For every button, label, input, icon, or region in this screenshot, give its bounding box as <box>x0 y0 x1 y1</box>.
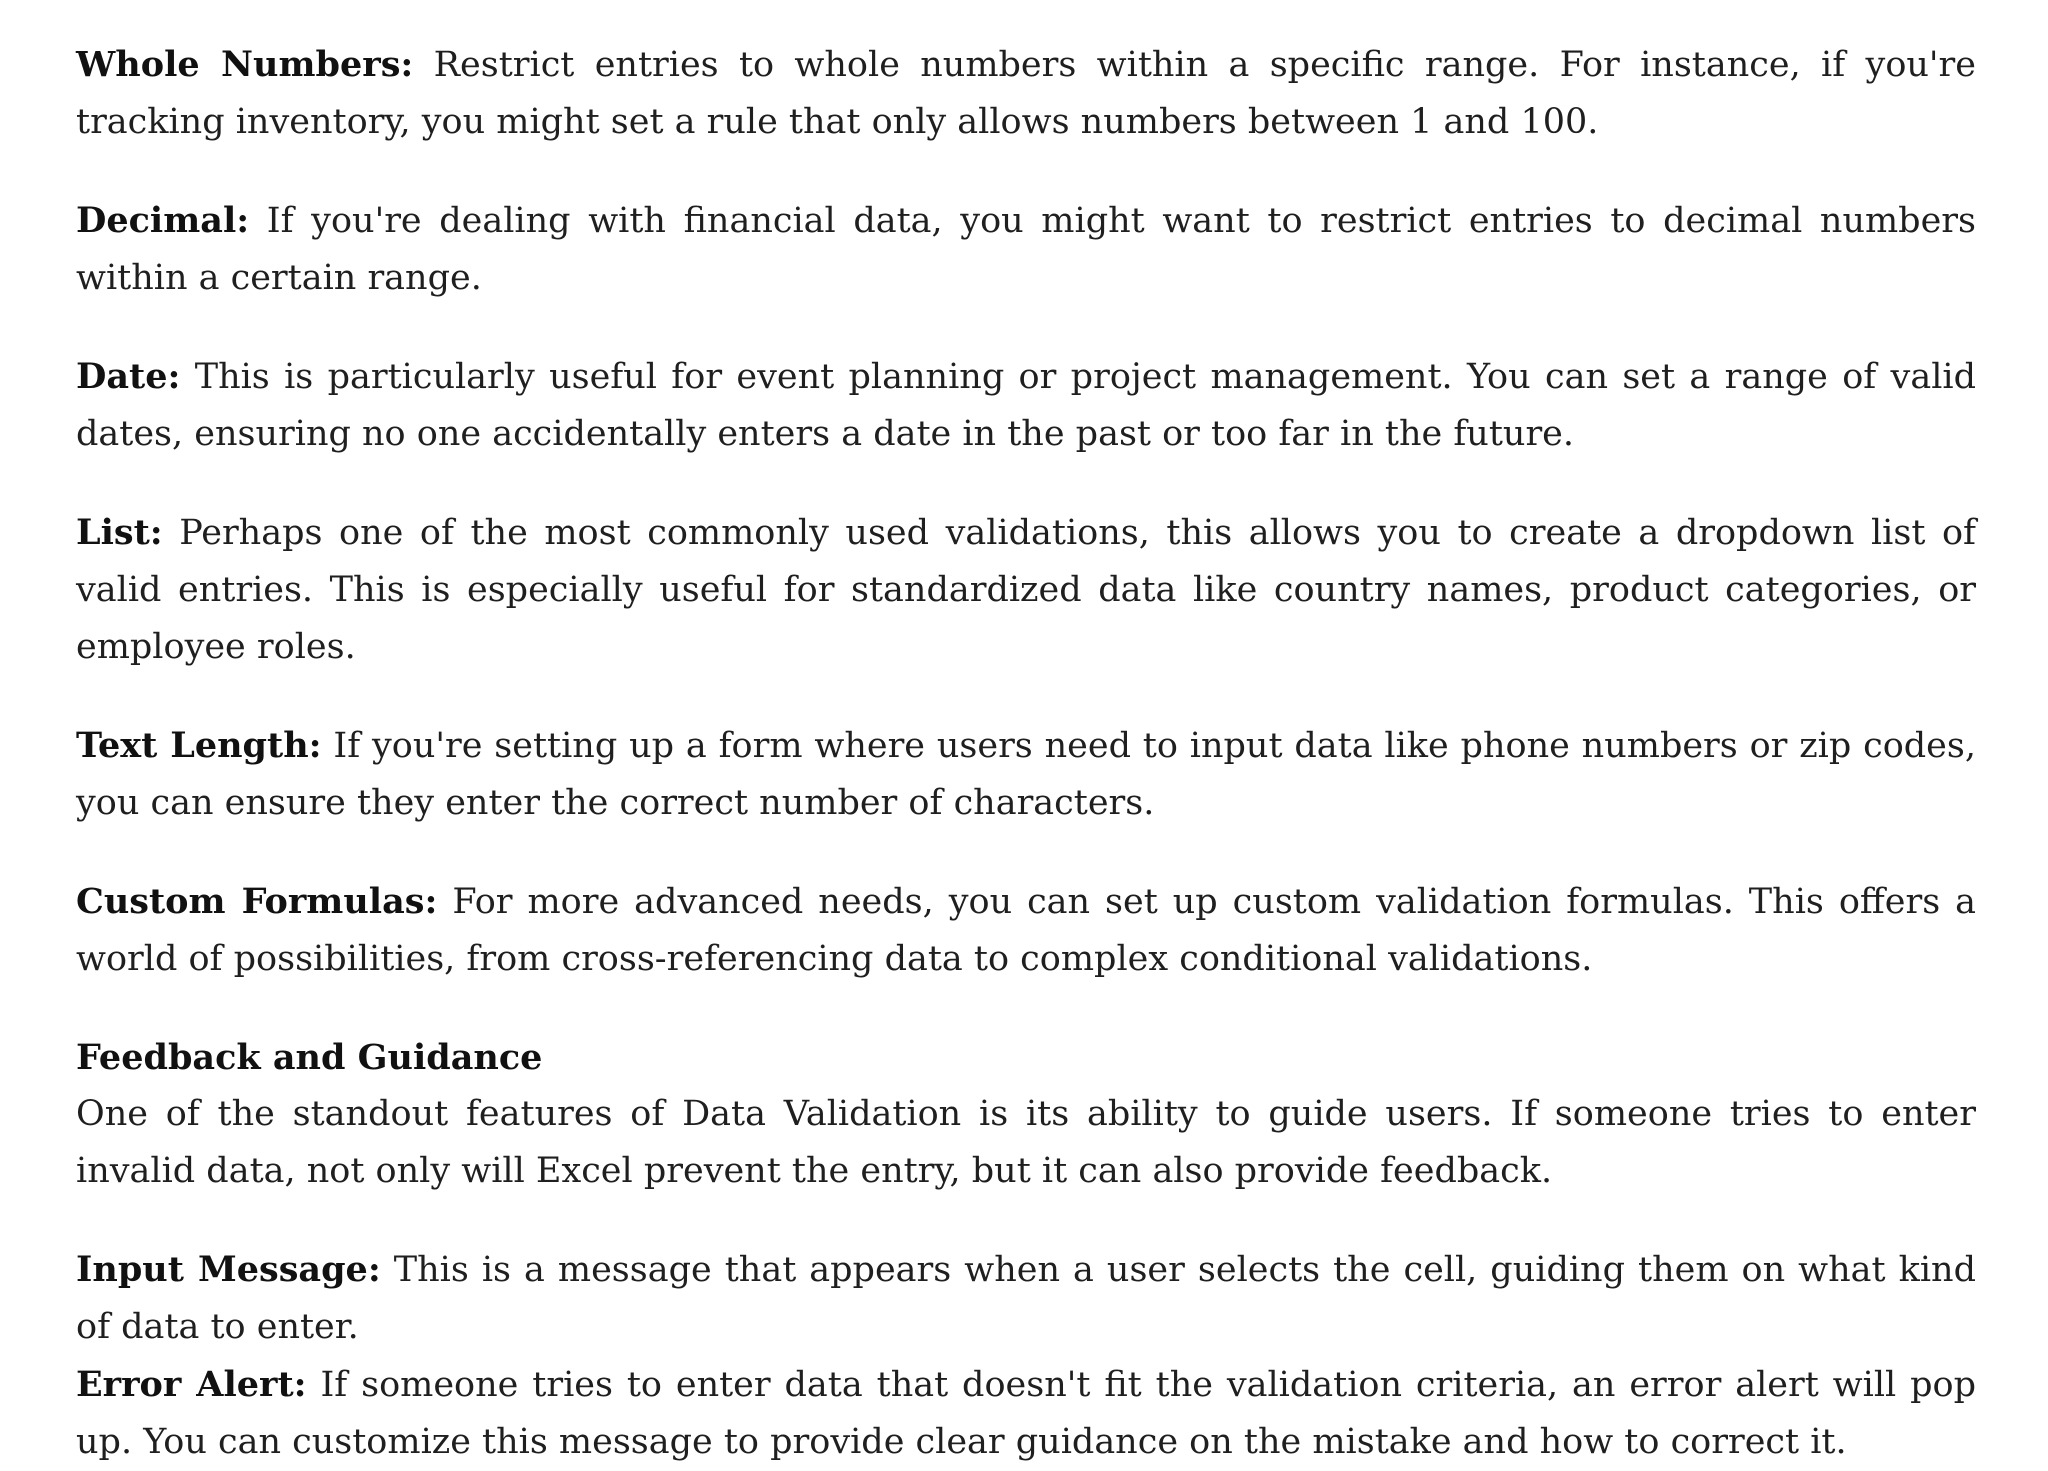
text-input-message: This is a message that appears when a user selects the cell, guiding them on what kind of data to enter. <box>76 1250 1976 1347</box>
term-input-message: Input Message: <box>76 1249 381 1290</box>
term-text-length: Text Length: <box>76 725 322 766</box>
text-decimal: If you're dealing with financial data, you might want to restrict entries to decimal numbers within a certain range. <box>76 201 1976 298</box>
text-whole-numbers: Restrict entries to whole numbers within a specific range. For instance, if you're tracking inventory, you might set a rule that only allows numbers between 1 and 100. <box>76 45 1976 142</box>
term-whole-numbers: Whole Numbers: <box>76 44 414 85</box>
text-text-length: If you're setting up a form where users need to input data like phone numbers or zip codes, you can ensure they enter the correct number of characters. <box>76 726 1976 823</box>
paragraph-text-length <box>76 717 1976 832</box>
term-custom-formulas: Custom Formulas: <box>76 881 438 922</box>
section-intro: One of the standout features of Data Validation is its ability to guide users. If someone tries to enter invalid data, not only will Excel prevent the entry, but it can also provide feedback. <box>76 1094 1976 1191</box>
input-message-line <box>76 1241 1976 1356</box>
paragraph-messages <box>76 1241 1976 1471</box>
paragraph-decimal <box>76 192 1976 307</box>
section-heading: Feedback and Guidance <box>76 1037 543 1078</box>
paragraph-whole-numbers <box>76 36 1976 151</box>
text-error-alert: If someone tries to enter data that doesn't fit the validation criteria, an error alert will pop up. You can customize this message to provide clear guidance on the mistake and how to correct it. <box>76 1365 1976 1462</box>
section-feedback <box>76 1029 1976 1200</box>
text-custom-formulas: For more advanced needs, you can set up custom validation formulas. This offers a world of possibilities, from cross-referencing data to complex conditional validations. <box>76 882 1976 979</box>
paragraph-custom-formulas <box>76 873 1976 988</box>
paragraph-list <box>76 504 1976 676</box>
error-alert-line <box>76 1356 1976 1471</box>
term-list: List: <box>76 512 163 553</box>
paragraph-date <box>76 348 1976 463</box>
term-decimal: Decimal: <box>76 200 250 241</box>
term-error-alert: Error Alert: <box>76 1364 307 1405</box>
term-date: Date: <box>76 356 181 397</box>
text-date: This is particularly useful for event planning or project management. You can set a range of valid dates, ensuring no one accidentally enters a date in the past or too far in the future. <box>76 357 1976 454</box>
text-list: Perhaps one of the most commonly used validations, this allows you to create a dropdown list of valid entries. This is especially useful for standardized data like country names, product categories, or employee roles. <box>76 513 1976 667</box>
article-body <box>76 36 1976 1471</box>
